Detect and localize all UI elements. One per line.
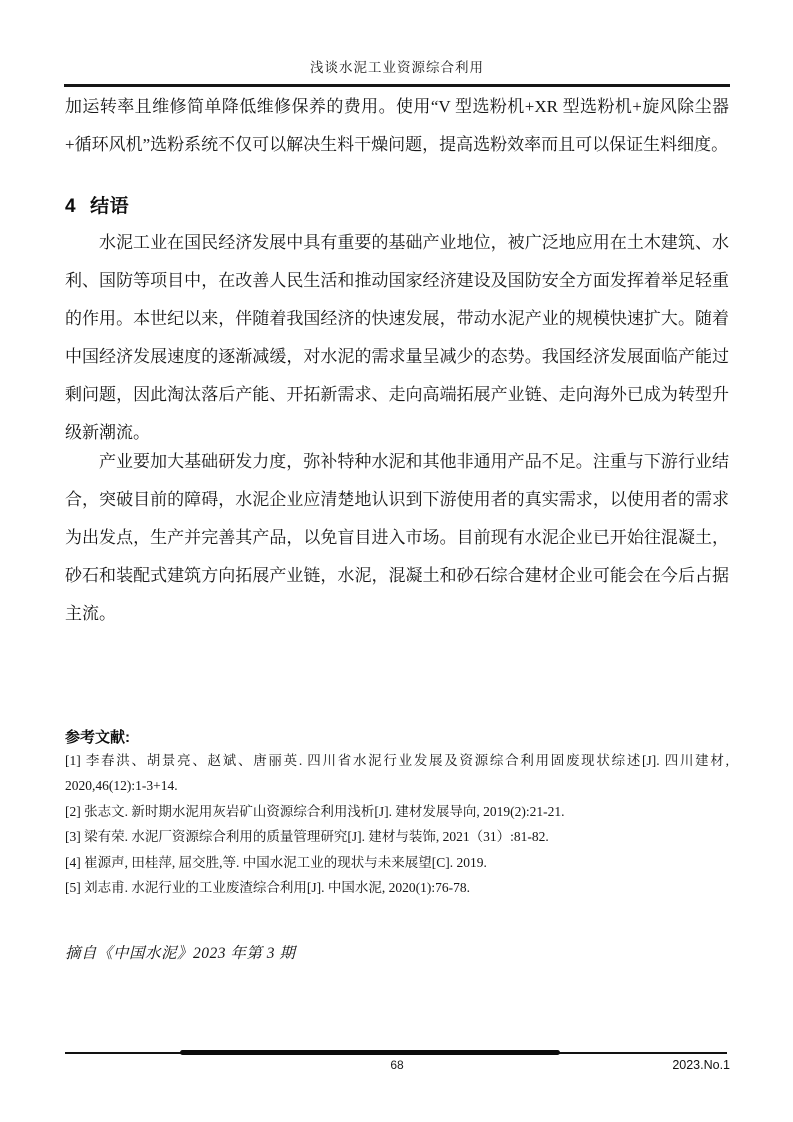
section-number: 4: [65, 196, 77, 217]
section-title: 结语: [90, 196, 130, 217]
excerpt-note: 摘自《中国水泥》2023 年第 3 期: [65, 945, 296, 962]
paragraph-continuation: 加运转率且维修简单降低维修保养的费用。使用“V 型选粉机+XR 型选粉机+旋风除尘器+循环风机”选粉系统不仅可以解决生料干燥问题，提高选粉效率而且可以保证生料细度。: [65, 97, 729, 154]
running-header-title: 浅谈水泥工业资源综合利用: [310, 60, 484, 75]
references-list: [65, 748, 729, 900]
header-divider: [64, 84, 730, 87]
reference-item: [4] 崔源声, 田桂萍, 屈交胜,等. 中国水泥工业的现状与未来展望[C]. 2019.: [65, 854, 487, 870]
footer-divider-heavy-segment: [180, 1050, 560, 1055]
reference-item: [5] 刘志甫. 水泥行业的工业废渣综合利用[J]. 中国水泥, 2020(1):76-78.: [65, 880, 470, 896]
reference-item: [1] 李春洪、胡景亮、赵斌、唐丽英. 四川省水泥行业发展及资源综合利用固废现状综述[J]. 四川建材, 2020,46(12):1-3+14.: [65, 753, 729, 794]
reference-item: [2] 张志文. 新时期水泥用灰岩矿山资源综合利用浅析[J]. 建材发展导向, 2019(2):21-21.: [65, 803, 565, 819]
footer-issue-label: 2023.No.1: [672, 1058, 730, 1072]
conclusion-paragraph-2: 产业要加大基础研发力度，弥补特种水泥和其他非通用产品不足。注重与下游行业结合，突破目前的障碍，水泥企业应清楚地认识到下游使用者的真实需求，以使用者的需求为出发点，生产并完善其产品，以免盲目进入市场。目前现有水泥企业已开始往混凝土，砂石和装配式建筑方向拓展产业链，水泥，混凝土和砂石综合建材企业可能会在今后占据主流。: [65, 452, 729, 623]
references-label: 参考文献:: [65, 729, 130, 746]
section-heading: [65, 191, 729, 218]
conclusion-paragraph-1: 水泥工业在国民经济发展中具有重要的基础产业地位，被广泛地应用在土木建筑、水利、国防等项目中，在改善人民生活和推动国家经济建设及国防安全方面发挥着举足轻重的作用。本世纪以来，伴随着我国经济的快速发展，带动水泥产业的规模快速扩大。随着中国经济发展速度的逐渐减缓，对水泥的需求量呈减少的态势。我国经济发展面临产能过剩问题，因此淘汰落后产能、开拓新需求、走向高端拓展产业链、走向海外已成为转型升级新潮流。: [65, 233, 729, 442]
reference-item: [3] 梁有荣. 水泥厂资源综合利用的质量管理研究[J]. 建材与装饰, 2021（31）:81-82.: [65, 829, 549, 845]
footer-page-number: 68: [390, 1058, 404, 1072]
